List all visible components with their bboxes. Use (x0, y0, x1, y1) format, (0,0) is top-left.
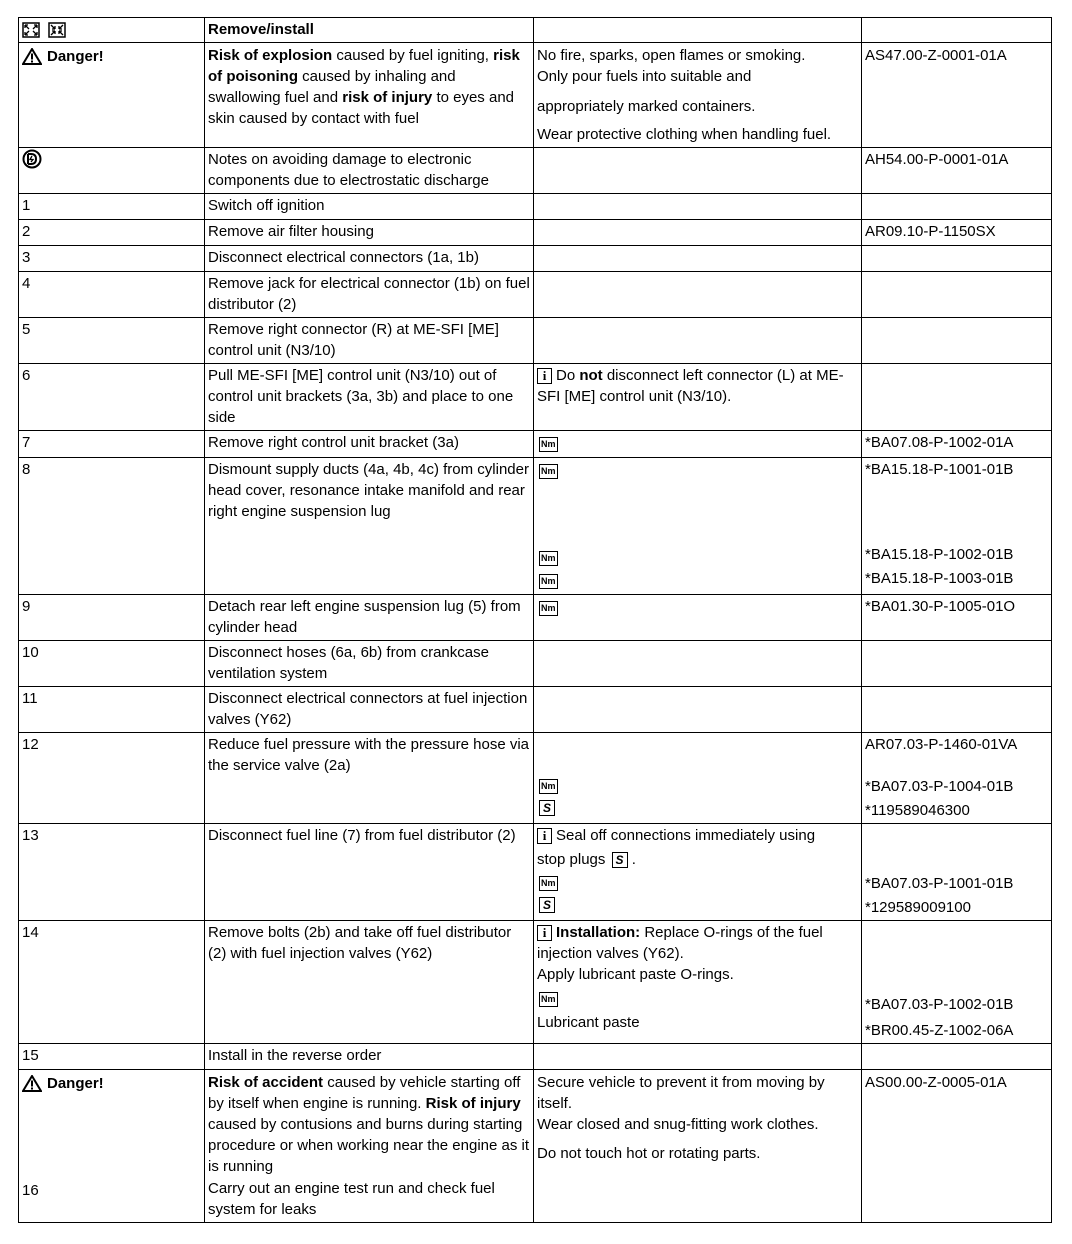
info-icon: i (537, 925, 552, 941)
torque-nm-icon: Nm (539, 574, 558, 589)
header-row (19, 18, 1052, 43)
torque-nm-icon: Nm (539, 779, 558, 794)
step-number: 6 (19, 364, 205, 431)
step-row (19, 1044, 1052, 1070)
step-text: Switch off ignition (205, 194, 534, 220)
step-text: Install in the reverse order (205, 1044, 534, 1070)
step-ref: *BA07.08-P-1002-01A (862, 431, 1052, 458)
danger-ref: AS47.00-Z-0001-01A (862, 43, 1052, 148)
step-ref: *BA07.03-P-1001-01B (865, 875, 1014, 892)
step-ref: *BA01.30-P-1005-01O (862, 595, 1052, 641)
step-text: Disconnect fuel line (7) from fuel distributor (2) (205, 824, 534, 921)
step-number: 16 (22, 1182, 39, 1199)
step-number: 4 (19, 272, 205, 318)
procedure-table (18, 17, 1052, 1223)
danger-row-accident (19, 1070, 1052, 1223)
step-row (19, 364, 1052, 431)
danger-label: Danger! (47, 48, 104, 65)
step-number: 2 (19, 220, 205, 246)
special-tool-icon: S (612, 852, 628, 868)
step-row (19, 458, 1052, 595)
step-row: 13 Disconnect fuel line (7) from fuel distributor (2) i Seal off connections immediately using stop plugs S . Nm S *BA07.03-P-1001-01B *129589009100 (19, 824, 1052, 921)
step-text: Pull ME-SFI [ME] control unit (N3/10) out of control unit brackets (3a, 3b) and place to one side (205, 364, 534, 431)
step-number: 12 (19, 733, 205, 824)
step-number: 14 (19, 921, 205, 1044)
step-ref: *BA15.18-P-1001-01B (865, 461, 1014, 478)
step-row (19, 272, 1052, 318)
step-number: 10 (19, 641, 205, 687)
fit-icon-1 (22, 22, 40, 38)
step-ref: *BR00.45-Z-1002-06A (865, 1022, 1014, 1039)
step-text: Remove right connector (R) at ME-SFI [ME] control unit (N3/10) (205, 318, 534, 364)
torque-nm-icon: Nm (539, 464, 558, 479)
step-row (19, 246, 1052, 272)
step-number: 1 (19, 194, 205, 220)
step-note: i Do not disconnect left connector (L) at ME-SFI [ME] control unit (N3/10). (534, 364, 862, 431)
step-text: Remove air filter housing (205, 220, 534, 246)
esd-row: Notes on avoiding damage to electronic components due to electrostatic discharge AH54.00-P-0001-01A (19, 148, 1052, 194)
torque-nm-icon: Nm (539, 601, 558, 616)
danger-row-fuel (19, 43, 1052, 148)
special-tool-icon: S (539, 800, 555, 816)
torque-nm-icon: Nm (539, 437, 558, 452)
step-number: 5 (19, 318, 205, 364)
step-row (19, 194, 1052, 220)
step-ref: *BA07.03-P-1004-01B (865, 778, 1014, 795)
danger-notes: No fire, sparks, open flames or smoking. Only pour fuels into suitable and appropriately marked containers. Wear protective clothing when handling fuel. (534, 43, 862, 148)
step-number: 3 (19, 246, 205, 272)
step-text: Detach rear left engine suspension lug (5) from cylinder head (205, 595, 534, 641)
torque-nm-icon: Nm (539, 992, 558, 1007)
step-text: Disconnect electrical connectors at fuel injection valves (Y62) (205, 687, 534, 733)
step-number: 15 (19, 1044, 205, 1070)
fit-icon-2 (48, 22, 66, 38)
esd-icon (22, 149, 42, 169)
step-ref: AR09.10-P-1150SX (862, 220, 1052, 246)
step-ref: *119589046300 (865, 802, 970, 819)
step-ref: *129589009100 (865, 899, 971, 916)
step-number: 11 (19, 687, 205, 733)
step-row (19, 220, 1052, 246)
step-row (19, 733, 1052, 824)
danger-label: Danger! (47, 1075, 104, 1092)
step-text: Remove jack for electrical connector (1b) on fuel distributor (2) (205, 272, 534, 318)
step-row (19, 687, 1052, 733)
step-text: Remove right control unit bracket (3a) (205, 431, 534, 458)
info-icon: i (537, 368, 552, 384)
step-text: Carry out an engine test run and check fuel system for leaks (208, 1180, 495, 1218)
danger-text: Risk of accident caused by vehicle starting off by itself when engine is running. Risk of injury caused by contusions and burns during starting procedure or when working near the engine as it is running (208, 1074, 530, 1175)
step-row (19, 641, 1052, 687)
step-text: Disconnect electrical connectors (1a, 1b) (205, 246, 534, 272)
torque-nm-icon: Nm (539, 876, 558, 891)
danger-notes: Secure vehicle to prevent it from moving by itself. Wear closed and snug-fitting work clothes. Do not touch hot or rotating parts. (534, 1070, 862, 1223)
step-row (19, 595, 1052, 641)
step-number: 8 (19, 458, 205, 595)
special-tool-icon: S (539, 897, 555, 913)
step-text: Remove bolts (2b) and take off fuel distributor (2) with fuel injection valves (Y62) (205, 921, 534, 1044)
info-icon: i (537, 828, 552, 844)
step-number: 9 (19, 595, 205, 641)
step-number: 7 (19, 431, 205, 458)
step-row (19, 431, 1052, 458)
step-row (19, 318, 1052, 364)
step-ref: *BA15.18-P-1002-01B (865, 546, 1014, 563)
step-text: Disconnect hoses (6a, 6b) from crankcase ventilation system (205, 641, 534, 687)
warning-triangle-icon (22, 48, 42, 65)
header-icons-cell (19, 18, 205, 43)
warning-triangle-icon (22, 1075, 42, 1092)
step-number: 13 (19, 824, 205, 921)
step-ref: *BA07.03-P-1002-01B (865, 996, 1014, 1013)
step-text: Dismount supply ducts (4a, 4b, 4c) from cylinder head cover, resonance intake manifold and rear right engine suspension lug (205, 458, 534, 595)
step-ref: *BA15.18-P-1003-01B (865, 570, 1014, 587)
step-ref: AR07.03-P-1460-01VA (865, 736, 1018, 753)
torque-nm-icon: Nm (539, 551, 558, 566)
step-text: Reduce fuel pressure with the pressure hose via the service valve (2a) (205, 733, 534, 824)
header-title: Remove/install (205, 18, 534, 43)
step-row: 14 Remove bolts (2b) and take off fuel distributor (2) with fuel injection valves (Y62) i Installation: Replace O-rings of the fuel injection valves (Y62). Apply lubricant paste O-rings. Nm Lubricant paste *BA07.03-P-1002-01B *BR00.45-Z-1002-06A (19, 921, 1052, 1044)
danger-text: Risk of explosion caused by fuel igniting, risk of poisoning caused by inhaling and swallowing fuel and risk of injury to eyes and skin caused by contact with fuel (205, 43, 534, 148)
danger-ref: AS00.00-Z-0005-01A (862, 1070, 1052, 1223)
